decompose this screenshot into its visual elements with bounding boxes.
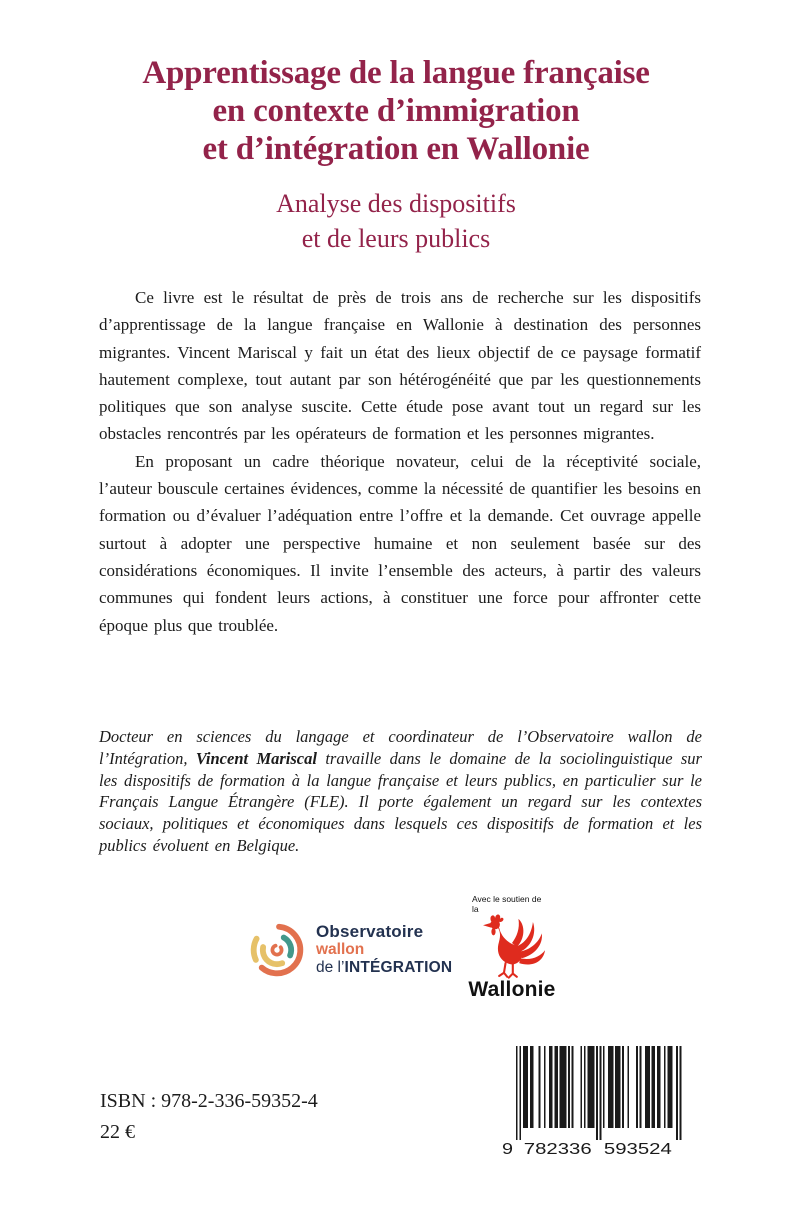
integration-line xyxy=(316,959,452,977)
observatoire-word: Observatoire xyxy=(316,922,424,941)
book-subtitle xyxy=(0,186,792,256)
integration-word: INTÉGRATION xyxy=(344,959,453,976)
title-line-2: en contexte d’immigration xyxy=(212,93,580,129)
observatoire-logo xyxy=(247,920,452,980)
title-line-3: et d’intégration en Wallonie xyxy=(202,131,590,167)
ean13-barcode-icon xyxy=(502,1046,688,1158)
author-bio xyxy=(99,726,702,857)
svg-text:9: 9 xyxy=(502,1141,513,1158)
integration-prefix: de l’ xyxy=(316,959,345,976)
barcode xyxy=(502,1046,688,1158)
observatoire-arcs-icon xyxy=(247,920,307,980)
price: 22 € xyxy=(100,1121,135,1143)
synopsis-paragraph-1: Ce livre est le résultat de près de trois ans de recherche sur les dispositifs d’apprentissage de la langue française en Wallonie à destination des personnes migrantes. Vincent Mariscal y fait un état des lieux objectif de ce paysage formatif hautement complexe, tout autant par son hétérogénéité que par les questionnements politiques que son analyse suscite. Cette étude pose avant tout un regard sur les obstacles rencontrés par les opérateurs de formation et les personnes migrantes. xyxy=(99,288,701,444)
subtitle-line-1: Analyse des dispositifs xyxy=(276,189,516,218)
svg-text:593524: 593524 xyxy=(603,1141,673,1158)
bio-suffix: travaille dans le domaine de la sociolinguistique sur les dispositifs de formation à la langue française et leurs publics, en particulier sur le Français Langue Étrangère (FLE). Il porte également un regard sur les contextes sociaux, politiques et économiques dans lesquels ces dispositifs de formation et les publics évoluent en Belgique. xyxy=(99,748,702,855)
synopsis-paragraph-2: En proposant un cadre théorique novateur, celui de la réceptivité sociale, l’auteur bouscule certaines évidences, comme la nécessité de quantifier les besoins en formation ou d’évaluer l’adéquation entre l’offre et la demande. Cet ouvrage appelle surtout à adopter une perspective humaine et non seulement basée sur des considérations économiques. Il invite l’ensemble des acteurs, à partir des valeurs communes qui fondent leurs actions, à constituer une force pour affronter cette époque plus que troublée. xyxy=(99,451,701,635)
support-line-2: la xyxy=(472,904,479,914)
subtitle-line-2: et de leurs publics xyxy=(301,224,491,253)
support-line-1: Avec le soutien de xyxy=(472,894,542,904)
author-bio-text xyxy=(99,726,702,857)
isbn-block xyxy=(100,1086,318,1148)
wallon-word: wallon xyxy=(316,941,365,958)
svg-text:782336: 782336 xyxy=(523,1141,592,1158)
title-line-1: Apprentissage de la langue française xyxy=(142,55,650,91)
book-title xyxy=(0,54,792,168)
wallonie-wordmark: Wallonie xyxy=(468,978,556,1001)
wallonie-logo xyxy=(462,894,562,1002)
isbn-number: ISBN : 978-2-336-59352-4 xyxy=(100,1090,318,1112)
wallonia-rooster-icon xyxy=(468,914,556,980)
bio-prefix: Docteur en sciences du langage et coordinateur de l’Observatoire wallon de l’Intégration, xyxy=(99,727,702,768)
author-name: Vincent Mariscal xyxy=(195,748,317,768)
wallonie-support-text xyxy=(472,894,552,914)
synopsis xyxy=(99,284,701,639)
observatoire-logo-text xyxy=(316,923,452,977)
